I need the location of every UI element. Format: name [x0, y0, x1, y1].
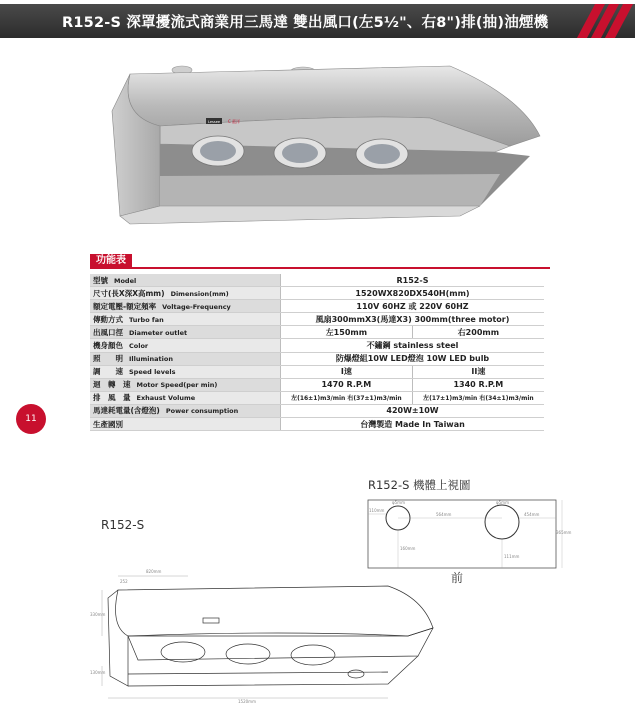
fan-right: [356, 139, 408, 169]
spec-label-en: Illumination: [129, 355, 173, 364]
fan-middle: [274, 138, 326, 168]
spec-label-zh: 額定電壓-額定頻率: [93, 301, 157, 311]
spec-label-en: Diameter outlet: [129, 328, 188, 337]
dim-height-lower: 130mm: [90, 670, 106, 675]
spec-value: 左(16±1)m3/min 右(37±1)m3/min: [281, 391, 413, 404]
spec-label-en: Power consumption: [165, 407, 239, 416]
spec-row: [90, 300, 544, 313]
spec-label: [90, 391, 281, 404]
header-banner: [0, 4, 635, 38]
spec-table: [90, 274, 544, 431]
page-title: R152-S 深罩擾流式商業用三馬達 雙出風口(左5½"、右8")排(抽)油煙機: [62, 15, 549, 31]
spec-label-en: Color: [129, 342, 149, 351]
dim-depth: 365mm: [556, 530, 572, 535]
dim-right-depth: 111mm: [504, 554, 520, 559]
top-view-caption: R152-S 機體上視圖: [368, 478, 471, 492]
spec-row: [90, 378, 544, 391]
spec-value: 1470 R.P.M: [281, 378, 413, 391]
spec-label-zh: 尺寸(長X深X高mm): [93, 288, 165, 298]
fan-left: [192, 136, 244, 166]
spec-label-zh: 出風口徑: [93, 327, 123, 337]
drawing-model-label: R152-S: [101, 518, 145, 532]
spec-value: 防爆燈組10W LED燈泡 10W LED bulb: [281, 352, 545, 365]
spec-label-en: Dimension(mm): [170, 289, 229, 298]
spec-row: [90, 274, 544, 287]
dim-height-upper: 330mm: [90, 612, 106, 617]
spec-value: 台灣製造 Made In Taiwan: [281, 418, 545, 431]
dim-left-depth: 160mm: [400, 546, 416, 551]
spec-label-zh: 生產國別: [93, 419, 123, 429]
spec-label-zh: 排 風 量: [93, 393, 131, 403]
spec-value: 不鏽鋼 stainless steel: [281, 339, 545, 352]
spec-row: [90, 418, 544, 431]
spec-row: [90, 404, 544, 417]
spec-label-en: Turbo fan: [129, 315, 164, 324]
spec-label-en: Speed levels: [129, 368, 176, 377]
spec-label-zh: 機身顏色: [93, 341, 123, 351]
spec-value: 右200mm: [412, 326, 544, 339]
hood-line-drawing: [88, 556, 468, 706]
dim-bottom-width: 1520mm: [238, 699, 256, 704]
spec-label: [90, 378, 281, 391]
spec-label: [90, 365, 281, 378]
spec-value: 420W±10W: [281, 404, 545, 417]
spec-row: [90, 287, 544, 300]
spec-label-en: Model: [114, 276, 137, 285]
spec-value: 1520WX820DX540H(mm): [281, 287, 545, 300]
spec-label-zh: 迴 轉 速: [93, 380, 131, 390]
spec-row: [90, 313, 544, 326]
dim-center-gap: 564mm: [436, 512, 452, 517]
spec-label: [90, 300, 281, 313]
range-hood-photo: [100, 56, 560, 236]
spec-label: [90, 418, 281, 431]
spec-divider: [90, 267, 550, 269]
dim-left-dia: φ5mm: [392, 500, 405, 505]
spec-value: 風扇300mmX3(馬達X3) 300mm(three motor): [281, 313, 545, 326]
spec-value: 左(17±1)m3/min 右(34±1)m3/min: [412, 391, 544, 404]
spec-value: I速: [281, 365, 413, 378]
spec-value: II速: [412, 365, 544, 378]
spec-label: [90, 313, 281, 326]
dim-right-offset: 454mm: [524, 512, 540, 517]
spec-label-en: Voltage-Frequency: [162, 302, 231, 311]
spec-row: [90, 326, 544, 339]
front-label: 前: [451, 571, 464, 585]
spec-row: [90, 339, 544, 352]
spec-label-zh: 型號: [93, 275, 108, 285]
spec-label: [90, 404, 281, 417]
spec-label: [90, 352, 281, 365]
page-number-badge: 11: [16, 404, 46, 434]
spec-value: 1340 R.P.M: [412, 378, 544, 391]
spec-value: 左150mm: [281, 326, 413, 339]
spec-label-zh: 調 速: [93, 367, 123, 377]
dim-top-small: 252: [120, 579, 128, 584]
brand-badge-left: Lessee: [208, 120, 220, 124]
spec-section-header: [90, 254, 550, 268]
spec-row: [90, 352, 544, 365]
spec-label: [90, 326, 281, 339]
spec-label-zh: 照 明: [93, 354, 123, 364]
spec-label-en: Exhaust Volume: [136, 394, 196, 403]
spec-row: [90, 391, 544, 404]
spec-label: [90, 287, 281, 300]
spec-label-zh: 馬達耗電量(含燈泡): [93, 406, 160, 416]
spec-label-zh: 傳動方式: [93, 314, 123, 324]
dim-left-offset: 110mm: [369, 508, 385, 513]
outlet-right: [485, 505, 519, 539]
dim-top-width: 820mm: [146, 569, 162, 574]
spec-value: R152-S: [281, 274, 545, 287]
spec-label-en: Motor Speed(per min): [136, 381, 218, 390]
spec-label: [90, 274, 281, 287]
dim-right-dia: φ5mm: [496, 500, 509, 505]
spec-value: 110V 60HZ 或 220V 60HZ: [281, 300, 545, 313]
brand-badge-right: C 藍洋: [228, 119, 241, 124]
spec-section-title: 功能表: [90, 254, 132, 268]
spec-row: [90, 365, 544, 378]
spec-label: [90, 339, 281, 352]
